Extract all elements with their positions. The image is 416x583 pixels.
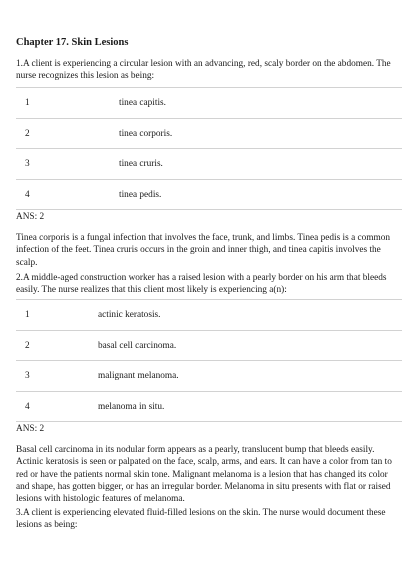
option-text: melanoma in situ. [98, 401, 165, 412]
question-1-stem: 1.A client is experiencing a circular lesion with an advancing, red, scaly border on the abdomen. The nurse recognizes this lesion as being: [16, 59, 391, 82]
option-row [16, 331, 402, 362]
question-2-answer: ANS: 2 [16, 424, 45, 434]
question-1-options [16, 87, 402, 210]
question-1-rationale: Tinea corporis is a fungal infection that involves the face, trunk, and limbs. Tinea pedis is a common infection of the feet. Tinea cruris occurs in the groin and inner thigh, and tinea capitis involves the scalp. [16, 233, 391, 268]
option-text: actinic keratosis. [98, 310, 161, 320]
option-text: tinea capitis. [119, 98, 166, 108]
option-number: 4 [25, 401, 30, 412]
option-number: 3 [25, 371, 30, 381]
option-text: malignant melanoma. [98, 371, 179, 381]
option-row [16, 88, 402, 119]
option-number: 1 [25, 310, 30, 320]
option-number: 2 [25, 128, 30, 139]
chapter-title: Chapter 17. Skin Lesions [16, 37, 129, 48]
question-1-answer: ANS: 2 [16, 212, 45, 222]
option-text: tinea pedis. [119, 189, 162, 200]
option-row [16, 119, 402, 150]
option-row [16, 392, 402, 423]
question-2-rationale: Basal cell carcinoma in its nodular form appears as a pearly, translucent bump that bleeds easily. Actinic keratosis is seen or palpated on the face, scalp, arms, and ears. It can have a color from tan to red or have the patients normal skin tone. Malignant melanoma is a lesion that has changed its color and shape, has gotten bigger, or has an irregular border. Melanoma in situ presents with flat or raised lesions with histologic features of melanoma. [16, 445, 392, 505]
option-number: 1 [25, 98, 30, 108]
option-row [16, 361, 402, 392]
option-number: 2 [25, 340, 30, 351]
question-3-stem: 3.A client is experiencing elevated fluid-filled lesions on the skin. The nurse would document these lesions as being: [16, 508, 386, 531]
question-2-stem: 2.A middle-aged construction worker has a raised lesion with a pearly border on his arm that bleeds easily. The nurse realizes that this client most likely is experiencing a(n): [16, 273, 387, 296]
option-row [16, 149, 402, 180]
option-number: 3 [25, 159, 30, 169]
question-2-options [16, 299, 402, 422]
option-number: 4 [25, 189, 30, 200]
option-text: tinea corporis. [119, 128, 173, 139]
option-row [16, 300, 402, 331]
option-row [16, 180, 402, 211]
option-text: tinea cruris. [119, 159, 163, 169]
option-text: basal cell carcinoma. [98, 340, 177, 351]
